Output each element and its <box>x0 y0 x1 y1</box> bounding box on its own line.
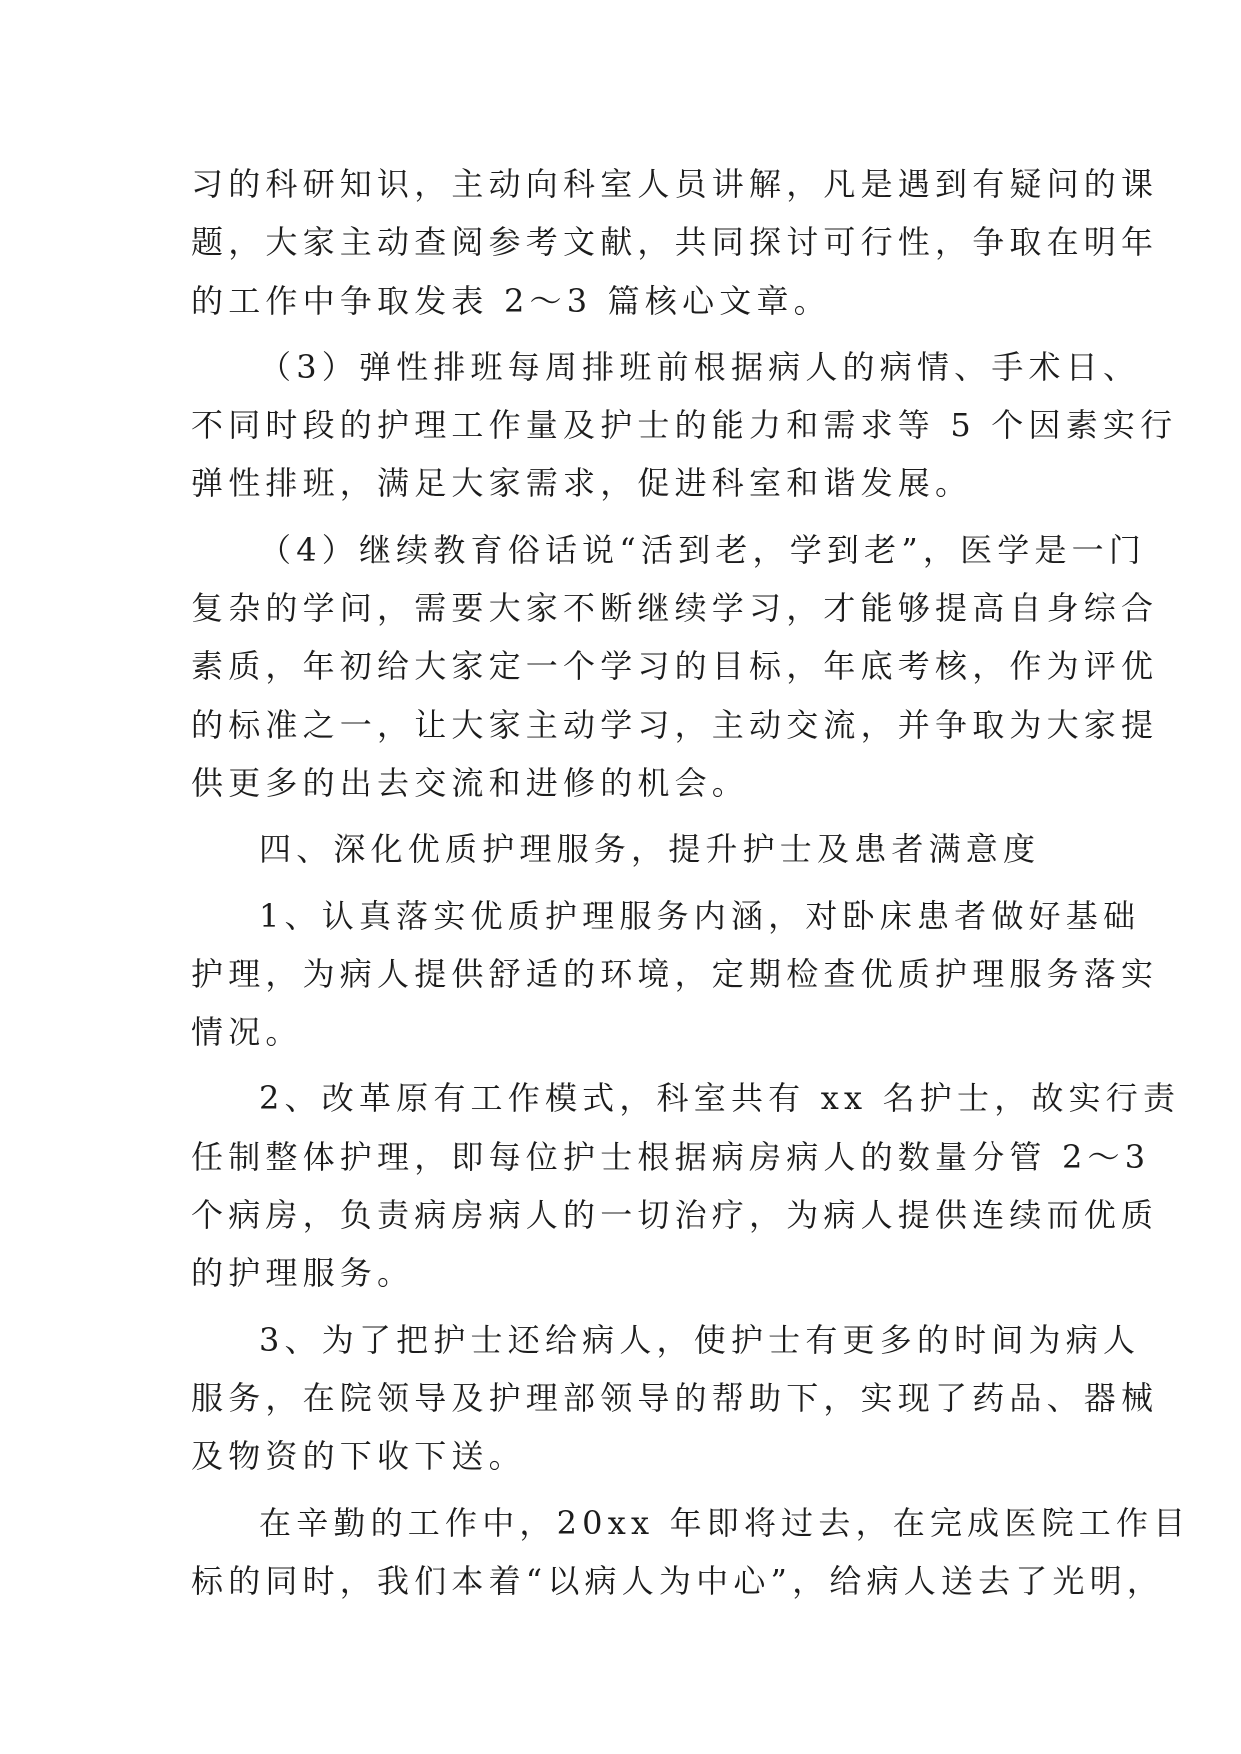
text-line: 不同时段的护理工作量及护士的能力和需求等 5 个因素实行 <box>191 406 1178 445</box>
text-line: 3、为了把护士还给病人，使护士有更多的时间为病人 <box>259 1320 1141 1359</box>
paragraph-gap <box>191 879 1061 887</box>
text-line: 习的科研知识，主动向科室人员讲解，凡是遇到有疑问的课 <box>191 165 1159 203</box>
text-line: 题，大家主动查阅参考文献，共同探讨可行性，争取在明年 <box>191 223 1159 262</box>
text-line: 护理，为病人提供舒适的环境，定期检查优质护理服务落实 <box>191 954 1159 993</box>
paragraph-gap <box>191 330 1061 338</box>
text-line: 服务，在院领导及护理部领导的帮助下，实现了药品、器械 <box>191 1378 1159 1417</box>
text-line: 的工作中争取发表 2～3 篇核心文章。 <box>191 281 831 320</box>
text-line: 的护理服务。 <box>191 1254 415 1293</box>
paragraph-gap <box>191 1486 1061 1494</box>
text-line: 供更多的出去交流和进修的机会。 <box>191 763 750 802</box>
text-line: 标的同时，我们本着“以病人为中心”，给病人送去了光明， <box>191 1561 1165 1600</box>
text-line: 及物资的下收下送。 <box>191 1437 526 1476</box>
text-line: 2、改革原有工作模式，科室共有 xx 名护士，故实行责 <box>259 1079 1181 1118</box>
paragraph-gap <box>191 513 1061 521</box>
paragraph-gap <box>191 1303 1061 1311</box>
text-line: 素质，年初给大家定一个学习的目标，年底考核，作为评优 <box>191 647 1159 686</box>
text-line: 个病房，负责病房病人的一切治疗，为病人提供连续而优质 <box>191 1196 1159 1235</box>
text-line: 弹性排班，满足大家需求，促进科室和谐发展。 <box>191 464 973 503</box>
document-body <box>191 155 1191 1610</box>
text-line: 的标准之一，让大家主动学习，主动交流，并争取为大家提 <box>191 705 1159 744</box>
text-line: （3）弹性排班每周排班前根据病人的病情、手术日、 <box>259 347 1141 386</box>
text-line: 在辛勤的工作中，20xx 年即将过去，在完成医院工作目 <box>259 1503 1191 1542</box>
text-line: 任制整体护理，即每位护士根据病房病人的数量分管 2～3 <box>191 1137 1151 1176</box>
text-line: 四、深化优质护理服务，提升护士及患者满意度 <box>259 830 1041 869</box>
text-line: （4）继续教育俗话说“活到老，学到老”，医学是一门 <box>259 530 1147 569</box>
text-line: 复杂的学问，需要大家不断继续学习，才能够提高自身综合 <box>191 589 1159 628</box>
paragraph-gap <box>191 1061 1061 1069</box>
paragraph-gap <box>191 812 1061 820</box>
text-line: 情况。 <box>191 1013 303 1052</box>
text-line: 1、认真落实优质护理服务内涵，对卧床患者做好基础 <box>259 896 1141 935</box>
